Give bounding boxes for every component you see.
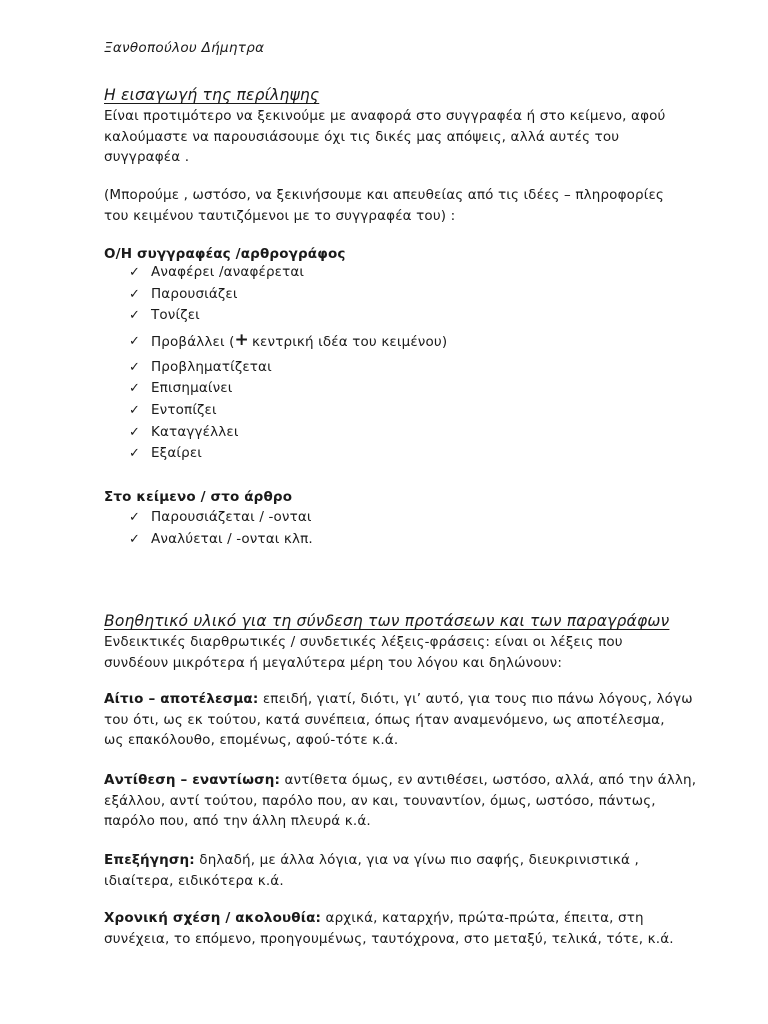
text-line xyxy=(104,770,697,791)
list-item-text: Επισημαίνει xyxy=(151,380,233,397)
connective-group-cause-effect xyxy=(104,689,693,751)
list-item-text: κεντρική ιδέα του κειμένου) xyxy=(251,333,448,350)
list-item xyxy=(129,357,447,379)
text-line: ιδιαίτερα, ειδικότερα κ.ά. xyxy=(104,872,284,889)
group-text: αντίθετα όμως, εν αντιθέσει, ωστόσο, αλλά, από την άλλη, xyxy=(280,772,697,788)
plus-icon: + xyxy=(234,329,249,350)
list-item xyxy=(129,422,447,444)
list-item xyxy=(129,262,447,284)
list-item-text: Αναλύεται / -ονται κλπ. xyxy=(151,530,313,547)
check-icon: ✓ xyxy=(129,333,141,349)
list-item xyxy=(129,327,447,357)
check-icon: ✓ xyxy=(129,531,141,547)
list-item-text: Εξαίρει xyxy=(151,445,203,462)
connective-group-time-sequence xyxy=(104,908,674,949)
group-term: Χρονική σχέση / ακολουθία: xyxy=(104,910,322,926)
check-icon: ✓ xyxy=(129,308,141,324)
author-verbs-label: Ο/Η συγγραφέας /αρθρογράφος xyxy=(104,246,346,262)
text-line: ως επακόλουθο, επομένως, αφού-τότε κ.ά. xyxy=(104,732,399,748)
list-item-text: Παρουσιάζεται / -ονται xyxy=(151,509,312,525)
check-icon: ✓ xyxy=(129,424,141,440)
author-name: Ξανθοπούλου Δήμητρα xyxy=(104,40,265,56)
list-item xyxy=(129,507,313,529)
list-item-text: Τονίζει xyxy=(151,307,200,324)
list-item-text: Αναφέρει /αναφέρεται xyxy=(151,264,305,280)
list-item xyxy=(129,529,313,551)
group-term: Αίτιο – αποτέλεσμα: xyxy=(104,691,259,707)
text-line: συνδέουν μικρότερα ή μεγαλύτερα μέρη του λόγου και δηλώνουν: xyxy=(104,654,563,671)
intro-paragraph xyxy=(104,106,664,168)
author-verbs-list xyxy=(129,262,447,465)
text-verbs-label: Στο κείμενο / στο άρθρο xyxy=(104,489,293,505)
check-icon: ✓ xyxy=(129,286,141,302)
text-line: εξάλλου, αντί τούτου, παρόλο που, αν και, τουναντίον, όμως, ωστόσο, πάντως, xyxy=(104,792,656,809)
text-line: συνέχεια, το επόμενο, προηγουμένως, ταυτόχρονα, στο μεταξύ, τελικά, τότε, κ.ά. xyxy=(104,930,674,947)
list-item-text: Προβληματίζεται xyxy=(151,358,272,375)
check-icon: ✓ xyxy=(129,381,141,397)
check-icon: ✓ xyxy=(129,446,141,462)
group-text: επειδή, γιατί, διότι, γι’ αυτό, για τους πιο πάνω λόγους, λόγω xyxy=(258,691,693,707)
check-icon: ✓ xyxy=(129,402,141,418)
group-term: Επεξήγηση: xyxy=(104,852,195,868)
text-verbs-list xyxy=(129,507,313,550)
group-text: αρχικά, καταρχήν, πρώτα-πρώτα, έπειτα, στη xyxy=(321,910,644,926)
section-heading-connectives: Βοηθητικό υλικό για τη σύνδεση των προτάσεων και των παραγράφων xyxy=(104,612,670,630)
text-line: του κειμένου ταυτιζόμενοι με το συγγραφέα του) : xyxy=(104,207,456,224)
list-item xyxy=(129,400,447,422)
connectives-intro-paragraph xyxy=(104,632,664,673)
check-icon: ✓ xyxy=(129,510,141,525)
text-line: καλούμαστε να παρουσιάσουμε όχι τις δικές μας απόψεις, αλλά αυτές του xyxy=(104,128,620,145)
check-icon: ✓ xyxy=(129,359,141,375)
list-item-text: Εντοπίζει xyxy=(151,401,217,418)
text-line: συγγραφέα . xyxy=(104,149,190,165)
text-line: Είναι προτιμότερο να ξεκινούμε με αναφορά στο συγγραφέα ή στο κείμενο, αφού xyxy=(104,108,666,124)
list-item-text: Προβάλλει ( xyxy=(151,333,235,350)
note-paragraph xyxy=(104,185,664,226)
section-heading-introduction: Η εισαγωγή της περίληψης xyxy=(104,86,320,104)
text-line xyxy=(104,850,664,871)
connective-group-contrast xyxy=(104,770,697,832)
text-line: παρόλο που, από την άλλη πλευρά κ.ά. xyxy=(104,813,371,829)
group-term: Αντίθεση – εναντίωση: xyxy=(104,772,281,788)
text-line: του ότι, ως εκ τούτου, κατά συνέπεια, όπως ήταν αναμενόμενο, ως αποτέλεσμα, xyxy=(104,711,665,728)
list-item xyxy=(129,378,447,400)
text-line: Ενδεικτικές διαρθρωτικές / συνδετικές λέξεις-φράσεις: είναι οι λέξεις που xyxy=(104,634,623,650)
connective-group-explanation xyxy=(104,850,664,891)
list-item-text: Καταγγέλλει xyxy=(151,423,239,440)
text-line: (Μπορούμε , ωστόσο, να ξεκινήσουμε και απευθείας από τις ιδέες – πληροφορίες xyxy=(104,187,665,203)
text-line xyxy=(104,908,664,929)
group-text: δηλαδή, με άλλα λόγια, για να γίνω πιο σαφής, διευκρινιστικά , xyxy=(194,852,639,868)
check-icon: ✓ xyxy=(129,265,141,280)
list-item xyxy=(129,305,447,327)
list-item-text: Παρουσιάζει xyxy=(151,285,238,302)
text-line xyxy=(104,689,693,710)
list-item xyxy=(129,443,447,465)
list-item xyxy=(129,284,447,306)
